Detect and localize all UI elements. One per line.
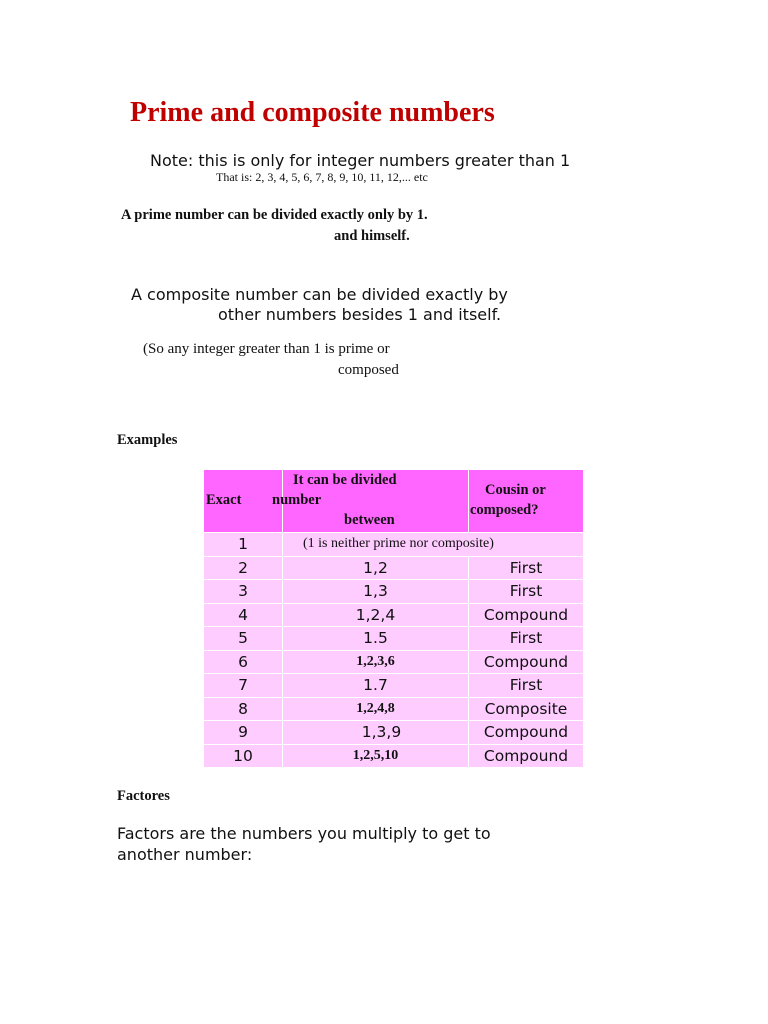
examples-heading: Examples [117, 432, 178, 448]
that-is-text: That is: 2, 3, 4, 5, 6, 7, 8, 9, 10, 11, 12,... etc [216, 170, 428, 184]
header-cousin-line-2: composed? [470, 502, 539, 518]
cell-type: First [469, 580, 584, 604]
cell-type: First [469, 627, 584, 651]
prime-definition-line-1: A prime number can be divided exactly only by 1. [121, 207, 428, 223]
header-exact-label: Exact [206, 492, 242, 508]
cell-type: Compound [469, 744, 584, 768]
table-row [204, 744, 584, 768]
table-row [204, 533, 584, 557]
cell-divisors: 1,2,4,8 [283, 697, 469, 721]
cell-divisors: 1,2,5,10 [283, 744, 469, 768]
table-row [204, 580, 584, 604]
table-row [204, 556, 584, 580]
factores-heading: Factores [117, 788, 170, 804]
cell-number: 7 [204, 674, 283, 698]
factors-text-line-1: Factors are the numbers you multiply to get to [117, 824, 491, 843]
cell-divisors: 1.5 [283, 627, 469, 651]
cell-type: First [469, 556, 584, 580]
composite-definition-line-2: other numbers besides 1 and itself. [218, 305, 502, 324]
cell-divisors: 1,2 [283, 556, 469, 580]
header-divided-line-1: It can be divided [293, 472, 397, 488]
cell-divisors: 1,3 [283, 580, 469, 604]
so-note-line-2: composed [338, 362, 399, 378]
table-row [204, 650, 584, 674]
cell-type: Composite [469, 697, 584, 721]
cell-divisors: 1,2,3,6 [283, 650, 469, 674]
cell-number: 2 [204, 556, 283, 580]
header-cell-divided [272, 470, 469, 533]
table-row [204, 697, 584, 721]
note-text: Note: this is only for integer numbers greater than 1 [150, 151, 571, 170]
table-row [204, 674, 584, 698]
header-divided-line-3: between [344, 512, 395, 528]
cell-number: 3 [204, 580, 283, 604]
cell-number: 9 [204, 721, 283, 745]
cell-type: Compound [469, 721, 584, 745]
table-header-row [204, 470, 584, 533]
cell-number: 1 [204, 533, 283, 557]
cell-number: 6 [204, 650, 283, 674]
header-cousin-line-1: Cousin or [485, 482, 546, 498]
cell-divisors: 1,3,9 [283, 721, 469, 745]
prime-definition-line-2: and himself. [334, 228, 410, 244]
cell-divisors: 1,2,4 [283, 603, 469, 627]
cell-number: 5 [204, 627, 283, 651]
cell-note: (1 is neither prime nor composite) [283, 533, 584, 557]
cell-type: Compound [469, 603, 584, 627]
composite-definition-line-1: A composite number can be divided exactly by [131, 285, 508, 304]
table-row [204, 721, 584, 745]
cell-divisors: 1.7 [283, 674, 469, 698]
factors-text-line-2: another number: [117, 845, 253, 864]
header-cell-cousin [469, 470, 584, 533]
so-note-line-1: (So any integer greater than 1 is prime or [143, 341, 390, 357]
cell-number: 10 [204, 744, 283, 768]
cell-type: First [469, 674, 584, 698]
cell-type: Compound [469, 650, 584, 674]
header-cell-exact [204, 470, 283, 533]
cell-number: 4 [204, 603, 283, 627]
header-divided-line-2: number [272, 492, 322, 508]
examples-table [203, 469, 584, 768]
page-title: Prime and composite numbers [130, 97, 495, 128]
table-row [204, 627, 584, 651]
table-row [204, 603, 584, 627]
cell-number: 8 [204, 697, 283, 721]
